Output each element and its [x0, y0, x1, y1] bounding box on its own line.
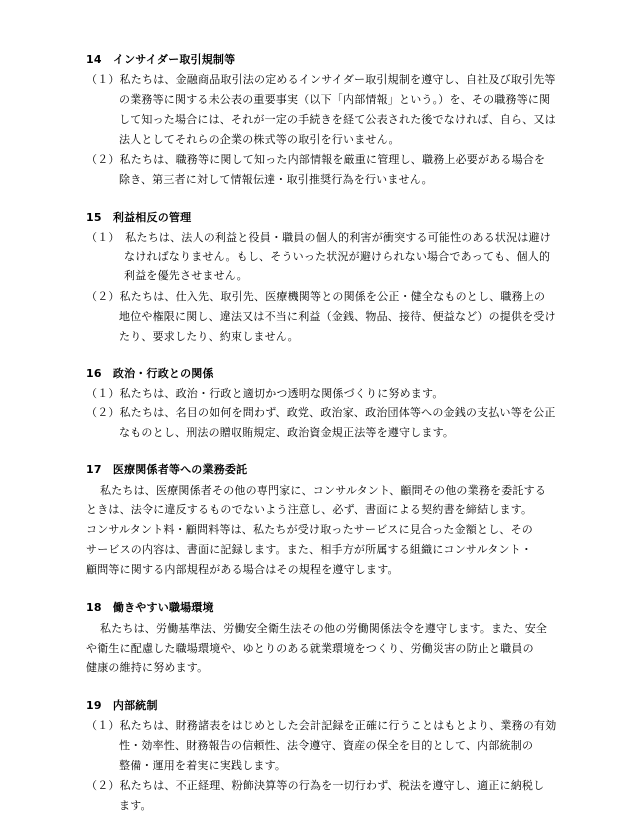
paragraph-line: （２）私たちは、名目の如何を問わず、政党、政治家、政治団体等への金銭の支払い等を公正 — [86, 406, 556, 419]
paragraph-line: ときは、法令に違反するものでないよう注意し、必ず、書面による契約書を締結します。 — [86, 503, 533, 516]
section-heading: 16 政治・行政との関係 — [86, 367, 214, 380]
paragraph-line: （２）私たちは、不正経理、粉飾決算等の行為を一切行わず、税法を遵守し、適正に納税し — [86, 779, 545, 792]
section-heading: 15 利益相反の管理 — [86, 211, 192, 224]
paragraph-line: （１）私たちは、金融商品取引法の定めるインサイダー取引規制を遵守し、自社及び取引先等 — [86, 73, 556, 86]
paragraph-line: して知った場合には、それが一定の手続きを経て公表された後でなければ、自ら、又は — [119, 113, 556, 126]
section-heading: 18 働きやすい職場環境 — [86, 601, 214, 614]
paragraph-line: （２）私たちは、職務等に関して知った内部情報を厳重に管理し、職務上必要がある場合を — [86, 153, 546, 166]
paragraph-line: 私たちは、労働基準法、労働安全衛生法その他の労働関係法令を遵守します。また、安全 — [100, 622, 548, 635]
paragraph-line: や衛生に配慮した職場環境や、ゆとりのある就業環境をつくり、労働災害の防止と職員の — [86, 642, 534, 655]
section-heading: 17 医療関係者等への業務委託 — [86, 463, 248, 476]
section-heading: 14 インサイダー取引規制等 — [86, 53, 236, 66]
paragraph-line: なければなりません。もし、そういった状況が避けられない場合であっても、個人的 — [124, 250, 551, 263]
section-heading: 19 内部統制 — [86, 699, 158, 712]
paragraph-line: （１） 私たちは、法人の利益と役員・職員の個人的利害が衝突する可能性のある状況は避け — [86, 231, 551, 244]
paragraph-line: （１）私たちは、政治・行政と適切かつ透明な関係づくりに努めます。 — [86, 387, 444, 400]
paragraph-line: ます。 — [119, 799, 152, 812]
paragraph-line: なものとし、刑法の贈収賄規定、政治資金規正法等を遵守します。 — [119, 426, 455, 439]
paragraph-line: 性・効率性、財務報告の信頼性、法令遵守、資産の保全を目的として、内部統制の — [119, 739, 534, 752]
paragraph-line: たり、要求したり、約束しません。 — [119, 330, 299, 343]
paragraph-line: （２）私たちは、仕入先、取引先、医療機関等との関係を公正・健全なものとし、職務上の — [86, 290, 546, 303]
paragraph-line: サービスの内容は、書面に記録します。また、相手方が所属する組織にコンサルタント・ — [86, 543, 533, 556]
paragraph-line: 利益を優先させません。 — [124, 269, 248, 282]
paragraph-line: 健康の維持に努めます。 — [86, 661, 209, 674]
paragraph-line: 地位や権限に関し、違法又は不当に利益（金銭、物品、接待、便益など）の提供を受け — [119, 310, 556, 323]
paragraph-line: 除き、第三者に対して情報伝達・取引推奨行為を行いません。 — [119, 173, 433, 186]
paragraph-line: 法人としてそれらの企業の株式等の取引を行いません。 — [119, 133, 400, 146]
paragraph-line: 私たちは、医療関係者その他の専門家に、コンサルタント、顧問その他の業務を委託する — [100, 484, 547, 497]
paragraph-line: 整備・運用を着実に実践します。 — [119, 759, 287, 772]
paragraph-line: （１）私たちは、財務諸表をはじめとした会計記録を正確に行うことはもとより、業務の有効 — [86, 719, 557, 732]
paragraph-line: コンサルタント料・顧問料等は、私たちが受け取ったサービスに見合った金額とし、その — [86, 523, 534, 536]
paragraph-line: 顧問等に関する内部規程がある場合はその規程を遵守します。 — [86, 563, 399, 576]
paragraph-line: の業務等に関する未公表の重要事実（以下「内部情報」という。）を、その職務等に関 — [119, 93, 551, 106]
